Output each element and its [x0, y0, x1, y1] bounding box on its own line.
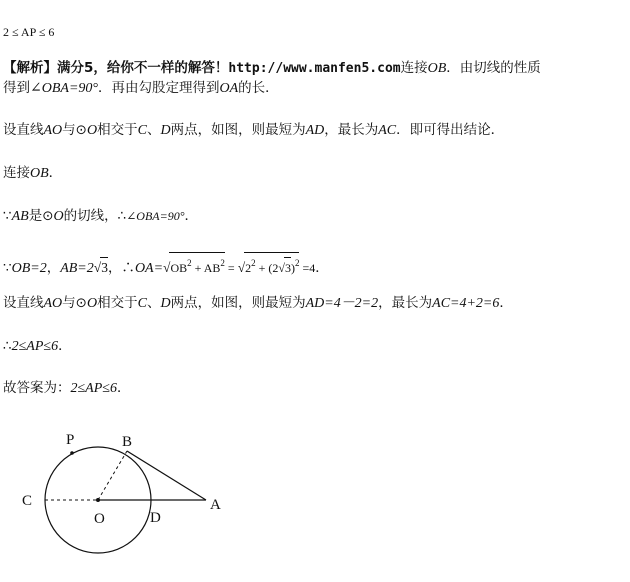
- answer-range-header: 2 ≤ AP ≤ 6: [3, 25, 55, 39]
- text: 相交于: [97, 295, 138, 311]
- analysis-tag: 【解析】: [3, 60, 57, 76]
- label-a: A: [210, 497, 221, 513]
- text: 是⊙: [28, 208, 54, 224]
- math-root-expr-2: $2^2 + (2√3)^2$: [244, 252, 299, 278]
- text: ．: [48, 165, 63, 181]
- math-c: C: [137, 296, 147, 311]
- math-d: D: [160, 123, 171, 138]
- text: 、: [146, 295, 161, 311]
- text: 连接: [3, 165, 30, 181]
- site-link[interactable]: http://www.manfen5.com: [228, 61, 401, 76]
- text: OB: [170, 261, 188, 275]
- paragraph-4: [3, 206, 198, 227]
- text: ．: [116, 380, 131, 396]
- text: =4: [299, 261, 316, 275]
- text: ．由切线的性质: [446, 60, 541, 76]
- math-oa: OA: [219, 81, 239, 96]
- text: 两点，如图，则最短为: [170, 122, 306, 138]
- text: ．即可得出结论．: [396, 122, 505, 138]
- math-result: 2≤AP≤6: [11, 339, 59, 354]
- text: 的切线，∴: [63, 208, 127, 224]
- math-o: O: [53, 209, 64, 224]
- math-o: O: [86, 123, 98, 138]
- math-ob-eq: OB=2: [11, 261, 47, 276]
- paragraph-3: [3, 163, 62, 184]
- text: ，最长为: [324, 122, 379, 138]
- text: 相交于: [97, 122, 138, 138]
- text: 与⊙: [62, 122, 87, 138]
- label-c: C: [22, 493, 33, 509]
- text: ．: [499, 295, 513, 311]
- text: ，∴: [107, 260, 135, 275]
- math-d: D: [160, 296, 171, 311]
- paragraph-6: [3, 293, 513, 314]
- math-ob: OB: [30, 166, 49, 181]
- analysis-line-1: [3, 58, 541, 79]
- paragraph-5: ∵OB=2，AB=2√3，$\therefore OA=√OB^2 + AB^2 = √2^2 + (2√3)^2 =4$．: [3, 252, 329, 279]
- text: 2: [245, 261, 252, 275]
- point-p: [70, 451, 74, 455]
- math-ad: AD=4－2=2: [305, 296, 379, 311]
- analysis-line-2: [3, 78, 279, 99]
- math-answer: 2≤AP≤6: [70, 381, 117, 396]
- math-ac: AC=4+2=6: [432, 296, 500, 311]
- because-symbol: ∵: [3, 208, 12, 224]
- text: ，最长为: [378, 295, 433, 311]
- text: + AB: [191, 261, 221, 275]
- text: ．: [315, 260, 329, 275]
- math-root-expr: [169, 252, 224, 278]
- math-angle: ∠OBA=90°: [30, 81, 98, 96]
- math-ad: AD: [305, 123, 325, 138]
- segment-ob-dashed: [98, 451, 127, 500]
- label-d: D: [150, 510, 161, 526]
- math-oa-eq: OA=: [134, 261, 164, 276]
- math-ao: AO: [43, 123, 63, 138]
- paragraph-8: [3, 378, 130, 399]
- text: 、: [146, 122, 161, 138]
- segment-ba: [127, 451, 206, 500]
- text: 得到: [3, 80, 30, 96]
- text: 与⊙: [62, 295, 87, 311]
- text: 故答案为：: [3, 380, 71, 396]
- text: ．再由勾股定理得到: [98, 80, 220, 96]
- text: 设直线: [3, 295, 44, 311]
- text: ．: [184, 208, 199, 224]
- text: 设直线: [3, 122, 44, 138]
- math-ab: AB: [11, 209, 29, 224]
- label-o: O: [94, 511, 105, 527]
- paragraph-7: [3, 336, 72, 357]
- text: ): [290, 261, 295, 275]
- text: ，: [46, 260, 61, 275]
- math-angle: ∠OBA=90°: [126, 209, 185, 223]
- math-ac: AC: [378, 123, 397, 138]
- text: ．: [58, 338, 72, 354]
- math-ob: OB: [427, 61, 447, 76]
- superscript: 2: [220, 258, 225, 268]
- therefore-symbol: ∴: [3, 338, 12, 354]
- superscript: 2: [187, 258, 192, 268]
- text: 3: [284, 257, 291, 278]
- paragraph-2: [3, 120, 504, 141]
- text: 的长．: [238, 80, 279, 96]
- text: + (2: [255, 261, 279, 275]
- text: 连接: [400, 60, 428, 76]
- math-ao: AO: [43, 296, 63, 311]
- because-symbol: ∵: [3, 260, 12, 275]
- superscript: 2: [294, 258, 300, 268]
- label-p: P: [66, 432, 75, 448]
- brand-text: 满分5，给你不一样的解答！: [57, 60, 229, 76]
- math-ab-eq: AB=2: [60, 261, 94, 276]
- text: 两点，如图，则最短为: [170, 295, 306, 311]
- label-b: B: [122, 434, 133, 450]
- geometry-figure: [0, 420, 260, 580]
- point-o: [96, 498, 100, 502]
- superscript: 2: [251, 258, 256, 268]
- math-c: C: [137, 123, 147, 138]
- math-o: O: [86, 296, 98, 311]
- math-root: 3: [100, 257, 108, 278]
